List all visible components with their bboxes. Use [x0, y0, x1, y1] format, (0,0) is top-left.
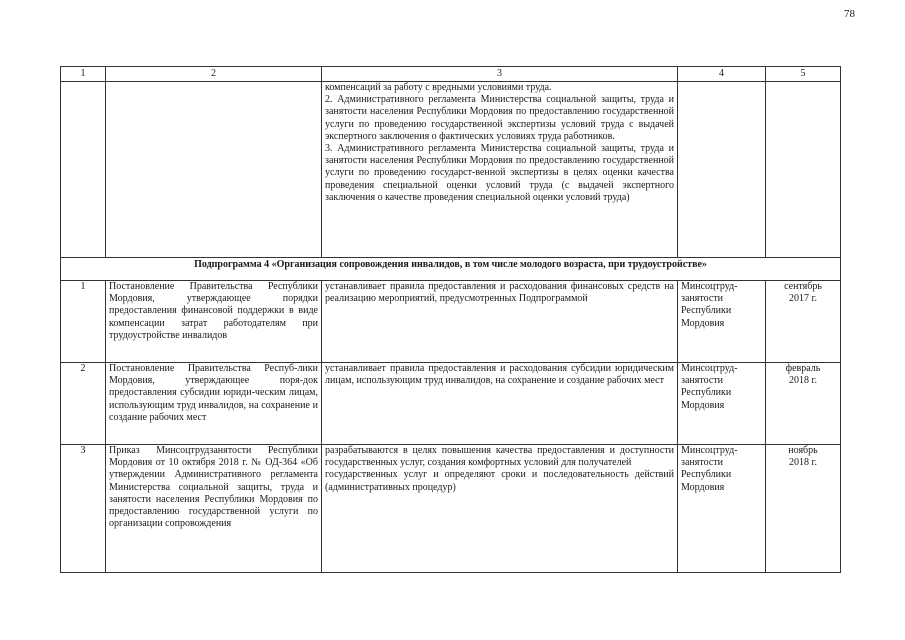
executor-cell: Минсоцтруд- занятости Республики Мордовия [681, 281, 738, 329]
continuation-row [61, 82, 841, 258]
executor-cell: Минсоцтруд- занятости Республики Мордовия [681, 363, 738, 411]
column-number: 1 [61, 67, 106, 82]
column-number: 3 [322, 67, 678, 82]
table-row [61, 445, 841, 573]
document-cell: Постановление Правительства Респуб-лики Мордовия, утверждающее поря-док предоставления субсидии юриди-ческим лицам, использующим труд инвалидов, на сохранение и создание рабочих мест [106, 363, 322, 445]
date-cell: ноябрь 2018 г. [788, 445, 818, 469]
column-number: 2 [106, 67, 322, 82]
measures-table [60, 66, 841, 573]
content-cell: устанавливает правила предоставления и расходования финансовых средств на реализацию мероприятий, предусмотренных Подпрограммой [322, 281, 678, 363]
subprogram-header-row [61, 258, 841, 281]
subprogram-title: Подпрограмма 4 «Организация сопровождения инвалидов, в том числе молодого возраста, при трудоустройстве» [61, 258, 841, 281]
column-number: 5 [766, 67, 841, 82]
row-number: 3 [61, 445, 106, 573]
row-number: 2 [61, 363, 106, 445]
document-cell: Постановление Правительства Республики Мордовия, утверждающее порядки предоставления финансовой поддержки в виде компенсации затрат работодателям при трудоустройстве инвалидов [106, 281, 322, 363]
table-row [61, 281, 841, 363]
date-cell: февраль 2018 г. [785, 363, 821, 387]
continuation-text: компенсаций за работу с вредными условиями труда. 2. Административного регламента Министерства социальной защиты, труда и занятости населения Республики Мордовия по предоставлению государственной услуги по проведению государственной экспертизы условий труда с выдачей экспертного заключения о фактических условиях труда работников. 3. Административного регламента Министерства социальной защиты, труда и занятости населения Республики Мордовия по предоставлению государственной услуги по проведению государст-венной экспертизы в целях оценки качества проведения специальной оценки условий труда (с выдачей экспертного заключения о качестве проведения специальной оценки условий труда) [325, 82, 674, 203]
column-number: 4 [678, 67, 766, 82]
content-cell: разрабатываются в целях повышения качества предоставления и доступности государственных услуг, создания комфортных условий для получателей государственных услуг и определяют сроки и последовательность действий (административных процедур) [325, 445, 674, 493]
executor-cell: Минсоцтруд- занятости Республики Мордовия [681, 445, 738, 493]
page-number: 78 [844, 8, 855, 20]
document-cell: Приказ Минсоцтрудзанятости Республики Мордовия от 10 октября 2018 г. № ОД-364 «Об утверждении Административного регламента Министерства социальной защиты, труда и занятости населения Республики Мордовия по предоставлению государственной услуги по организации сопровождения [106, 445, 322, 573]
date-cell: сентябрь 2017 г. [784, 281, 822, 305]
row-number: 1 [61, 281, 106, 363]
column-number-row [61, 67, 841, 82]
table-row [61, 363, 841, 445]
content-cell: устанавливает правила предоставления и расходования субсидии юридическим лицам, использующим труд инвалидов, на сохранение и создание рабочих мест [322, 363, 678, 445]
